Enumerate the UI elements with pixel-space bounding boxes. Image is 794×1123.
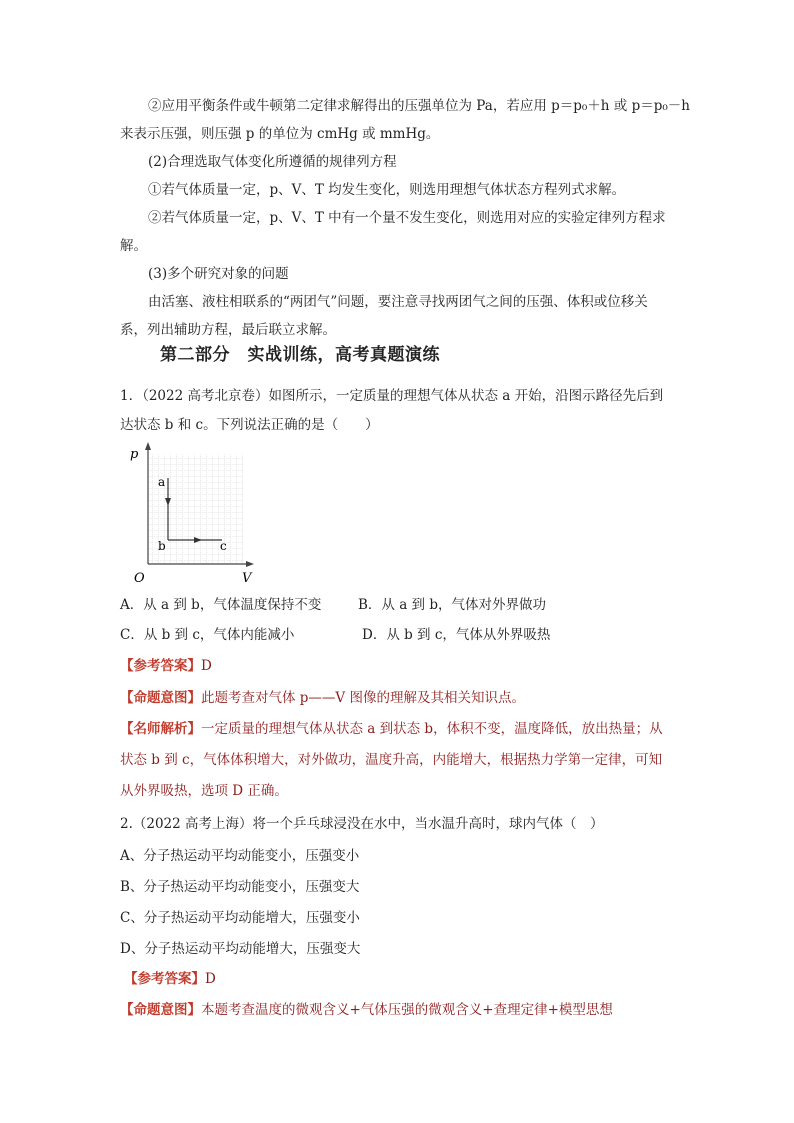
v-axis-label: V xyxy=(242,571,252,585)
option-d: D、分子热运动平均动能增大，压强变大 xyxy=(120,941,361,957)
option-a: A、分子热运动平均动能变小，压强变小 xyxy=(120,848,360,864)
option-b: B．从 a 到 b，气体对外界做功 xyxy=(358,597,546,613)
pv-graph xyxy=(122,440,262,585)
analysis-tag: 【名师解析】 xyxy=(120,721,201,737)
answer-value: D xyxy=(201,658,212,674)
question-1-text: 1．（2022 高考北京卷）如图所示，一定质量的理想气体从状态 a 开始，沿图示路径先后到 xyxy=(120,388,664,404)
analysis-line: 从外界吸热，选项 D 正确。 xyxy=(120,783,288,799)
option-a: A．从 a 到 b，气体温度保持不变 xyxy=(120,597,322,613)
option-b: B、分子热运动平均动能变小，压强变大 xyxy=(120,879,360,895)
state-b-label: b xyxy=(158,539,166,553)
intent-tag: 【命题意图】 xyxy=(120,1002,201,1018)
text-line: 由活塞、液柱相联系的“两团气”问题，要注意寻找两团气之间的压强、体积或位移关 xyxy=(148,294,648,310)
state-c-label: c xyxy=(220,539,227,553)
text-line: (2)合理选取气体变化所遵循的规律列方程 xyxy=(148,154,397,170)
question-1-text: 达状态 b 和 c。下列说法正确的是（ ） xyxy=(120,417,379,433)
analysis-line xyxy=(120,719,663,739)
option-c: C、分子热运动平均动能增大，压强变小 xyxy=(120,910,360,926)
text-line: 解。 xyxy=(120,238,147,254)
section-heading: 第二部分 实战训练，高考真题演练 xyxy=(160,345,440,365)
text-line: 系，列出辅助方程，最后联立求解。 xyxy=(120,322,336,338)
intent-text: 此题考查对气体 p——V 图像的理解及其相关知识点。 xyxy=(201,690,525,706)
intent-line xyxy=(120,688,525,708)
option-c: C．从 b 到 c，气体内能减小 xyxy=(120,627,295,643)
text-line: (3)多个研究对象的问题 xyxy=(148,266,289,282)
question-2-text: 2.（2022 高考上海）将一个乒乓球浸没在水中，当水温升高时，球内气体（ ） xyxy=(120,816,604,832)
answer-value: D xyxy=(205,971,216,987)
answer-line xyxy=(120,656,212,676)
v-axis-arrow xyxy=(246,561,254,567)
intent-line xyxy=(120,1000,613,1020)
state-a-label: a xyxy=(158,475,166,489)
text-line: 来表示压强，则压强 p 的单位为 cmHg 或 mmHg。 xyxy=(120,126,440,142)
text-line: ①若气体质量一定，p、V、T 均发生变化，则选用理想气体状态方程列式求解。 xyxy=(148,182,626,198)
answer-tag: 【参考答案】 xyxy=(124,971,205,987)
analysis-line: 状态 b 到 c，气体体积增大，对外做功，温度升高，内能增大，根据热力学第一定律，可知 xyxy=(120,752,663,768)
p-axis-arrow xyxy=(145,442,151,450)
p-axis-label: p xyxy=(130,447,139,462)
answer-line xyxy=(124,969,216,989)
origin-label: O xyxy=(134,571,145,585)
intent-tag: 【命题意图】 xyxy=(120,690,201,706)
option-d: D．从 b 到 c，气体从外界吸热 xyxy=(362,627,551,643)
answer-tag: 【参考答案】 xyxy=(120,658,201,674)
text-line: ②应用平衡条件或牛顿第二定律求解得出的压强单位为 Pa，若应用 p＝p₀＋h 或 p＝p₀－h xyxy=(148,98,690,114)
analysis-text: 一定质量的理想气体从状态 a 到状态 b，体积不变，温度降低，放出热量；从 xyxy=(201,721,663,737)
text-line: ②若气体质量一定，p、V、T 中有一个量不发生变化，则选用对应的实验定律列方程求 xyxy=(148,210,666,226)
intent-text: 本题考查温度的微观含义+气体压强的微观含义+查理定律+模型思想 xyxy=(201,1002,613,1018)
